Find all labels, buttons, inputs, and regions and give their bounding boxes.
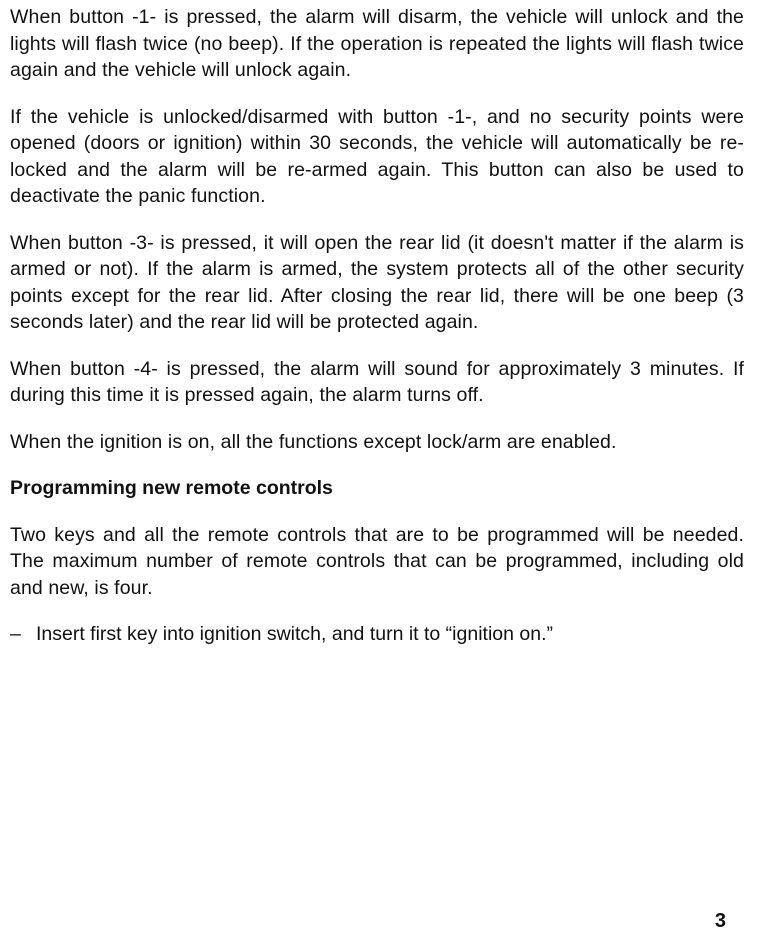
paragraph-button-1-disarm: When button -1- is pressed, the alarm will disarm, the vehicle will unlock and the lights will flash twice (no beep). If the operation is repeated the lights will flash twice again and the vehicle will unlock again. [10,6,744,81]
page-number: 3 [714,910,726,932]
bullet-marker: – [10,623,21,645]
paragraph-programming-intro: Two keys and all the remote controls that are to be programmed will be needed. The maximum number of remote controls that can be programmed, including old and new, is four. [10,523,744,599]
section-heading: Programming new remote controls [10,477,333,499]
paragraph-button-3-rear-lid: When button -3- is pressed, it will open the rear lid (it doesn't matter if the alarm is armed or not). If the alarm is armed, the system protects all of the other security points except for the rear lid. After closing the rear lid, there will be one beep (3 seconds later) and the rear lid will be protected again. [10,231,744,333]
paragraph-ignition-on: When the ignition is on, all the functions except lock/arm are enabled. [10,430,617,453]
bullet-step [10,621,744,648]
paragraph-button-4-panic: When button -4- is pressed, the alarm will sound for approximately 3 minutes. If during this time it is pressed again, the alarm turns off. [10,357,744,406]
manual-page [10,4,744,648]
bullet-step-text: Insert first key into ignition switch, and turn it to “ignition on.” [36,623,553,645]
paragraph-auto-relock: If the vehicle is unlocked/disarmed with button -1-, and no security points were opened (doors or ignition) within 30 seconds, the vehicle will automatically be re-locked and the alarm will be re-armed again. This button can also be used to deactivate the panic function. [10,105,744,207]
